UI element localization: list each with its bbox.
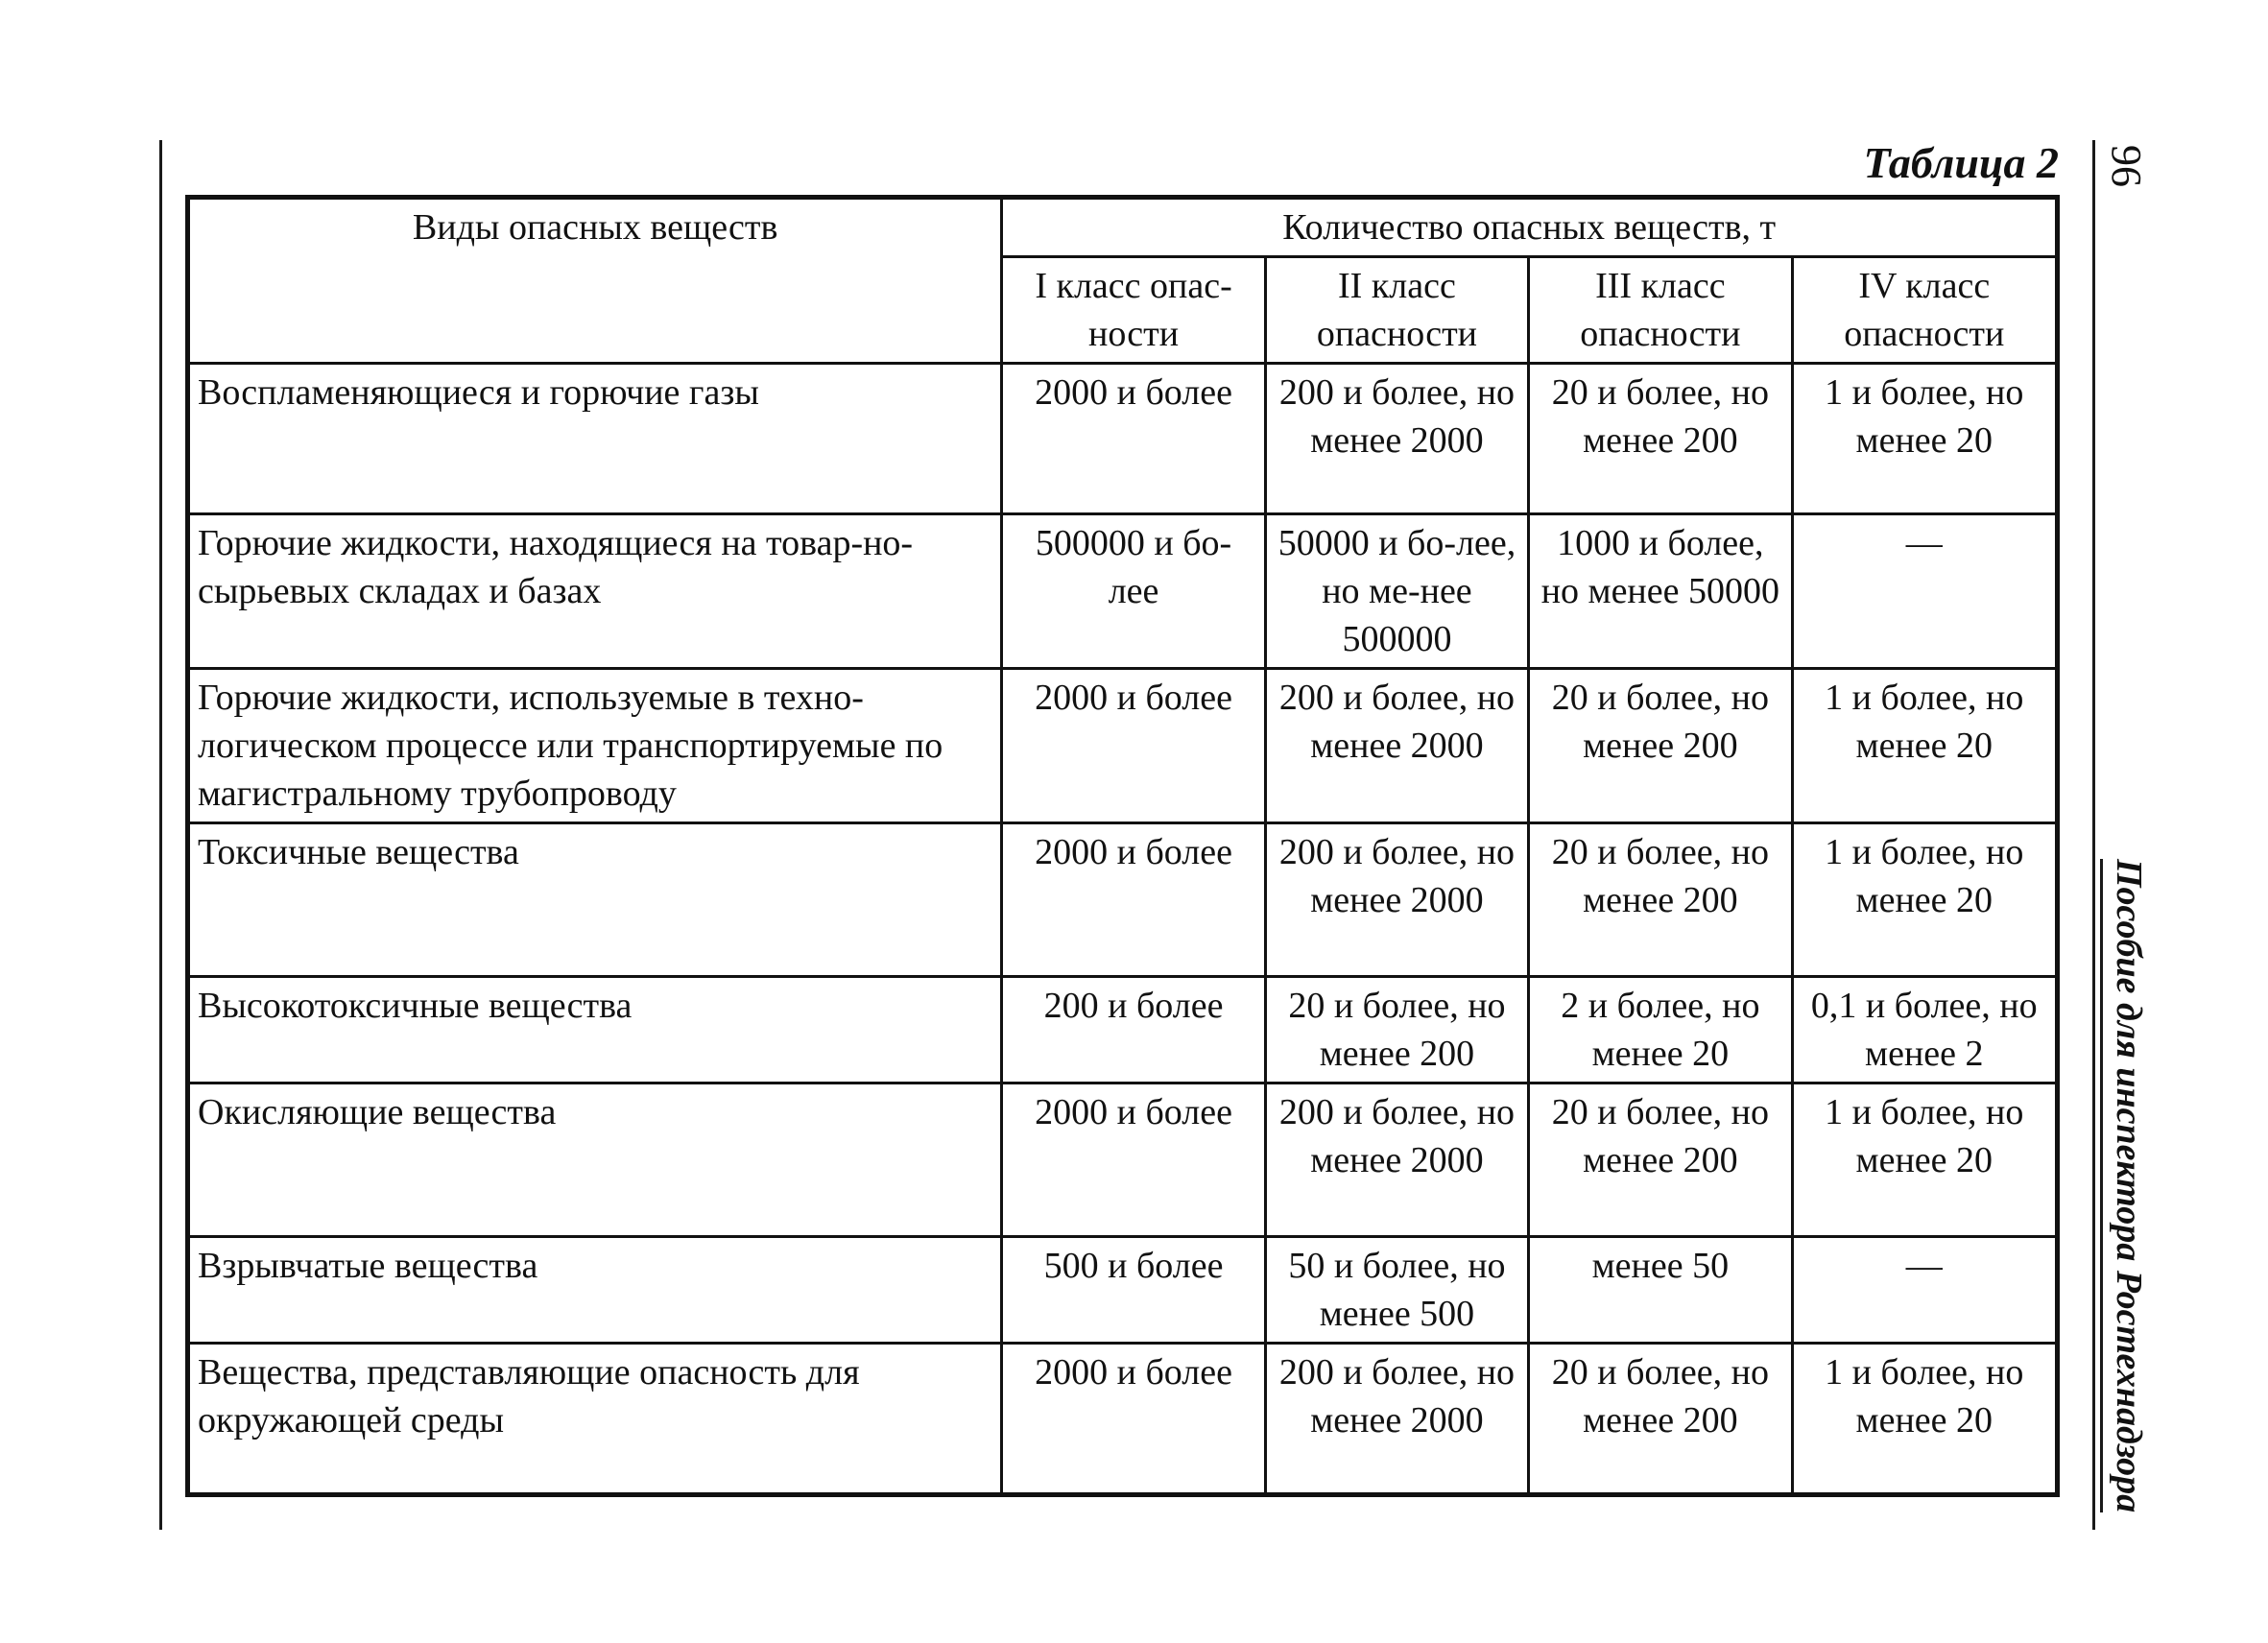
table-row [188,977,2058,1083]
running-title: Пособие для инспектора Ростехнадзора [2100,859,2155,1512]
class-1-value: 200 и более [1002,977,1265,1083]
class-3-value: 2 и более, но менее 20 [1529,977,1792,1083]
class-1-value: 2000 и более [1002,669,1265,823]
class-2-value: 200 и более, но менее 2000 [1265,823,1528,977]
table-row [188,1083,2058,1237]
header-class-1: I класс опас-ности [1002,257,1265,364]
substance-name: Горючие жидкости, находящиеся на товар-но-сырьевых складах и базах [188,514,1002,669]
class-3-value: 20 и более, но менее 200 [1529,669,1792,823]
class-2-value: 200 и более, но менее 2000 [1265,669,1528,823]
class-3-value: менее 50 [1529,1237,1792,1344]
class-4-value: 1 и более, но менее 20 [1792,669,2057,823]
class-3-value: 20 и более, но менее 200 [1529,1083,1792,1237]
class-3-value: 20 и более, но менее 200 [1529,1344,1792,1495]
class-4-value: 1 и более, но менее 20 [1792,1083,2057,1237]
header-class-4: IV класс опасности [1792,257,2057,364]
class-4-value: — [1792,514,2057,669]
class-4-value: 1 и более, но менее 20 [1792,364,2057,514]
class-2-value: 200 и более, но менее 2000 [1265,1344,1528,1495]
hazard-quantity-table [185,195,2060,1497]
page-number: 96 [2103,145,2150,187]
substance-name: Токсичные вещества [188,823,1002,977]
class-2-value: 200 и более, но менее 2000 [1265,1083,1528,1237]
substance-name: Взрывчатые вещества [188,1237,1002,1344]
class-4-value: 0,1 и более, но менее 2 [1792,977,2057,1083]
substance-name: Высокотоксичные вещества [188,977,1002,1083]
page-margin-header [2100,140,2152,1530]
table-row [188,1344,2058,1495]
class-1-value: 2000 и более [1002,364,1265,514]
table-row [188,514,2058,669]
left-margin-rule [159,140,162,1530]
header-row-top [188,198,2058,257]
class-1-value: 2000 и более [1002,1344,1265,1495]
class-1-value: 2000 и более [1002,823,1265,977]
header-class-3: III класс опасности [1529,257,1792,364]
class-2-value: 50000 и бо-лее, но ме-нее 500000 [1265,514,1528,669]
substance-name: Вещества, представляющие опасность для окружающей среды [188,1344,1002,1495]
class-2-value: 20 и более, но менее 200 [1265,977,1528,1083]
table-caption: Таблица 2 [1863,138,2059,187]
class-4-value: — [1792,1237,2057,1344]
header-quantity: Количество опасных веществ, т [1002,198,2058,257]
class-1-value: 2000 и более [1002,1083,1265,1237]
class-1-value: 500 и более [1002,1237,1265,1344]
table-row [188,669,2058,823]
class-3-value: 20 и более, но менее 200 [1529,364,1792,514]
class-2-value: 50 и более, но менее 500 [1265,1237,1528,1344]
right-margin-rule [2092,140,2095,1530]
class-4-value: 1 и более, но менее 20 [1792,1344,2057,1495]
substance-name: Воспламеняющиеся и горючие газы [188,364,1002,514]
class-4-value: 1 и более, но менее 20 [1792,823,2057,977]
class-3-value: 1000 и более, но менее 50000 [1529,514,1792,669]
class-1-value: 500000 и бо-лее [1002,514,1265,669]
substance-name: Горючие жидкости, используемые в техно-логическом процессе или транспортируемые по магистральному трубопроводу [188,669,1002,823]
table-row [188,1237,2058,1344]
class-3-value: 20 и более, но менее 200 [1529,823,1792,977]
header-substance-types: Виды опасных веществ [188,198,1002,364]
table-row [188,364,2058,514]
class-2-value: 200 и более, но менее 2000 [1265,364,1528,514]
header-class-2: II класс опасности [1265,257,1528,364]
substance-name: Окисляющие вещества [188,1083,1002,1237]
table-row [188,823,2058,977]
